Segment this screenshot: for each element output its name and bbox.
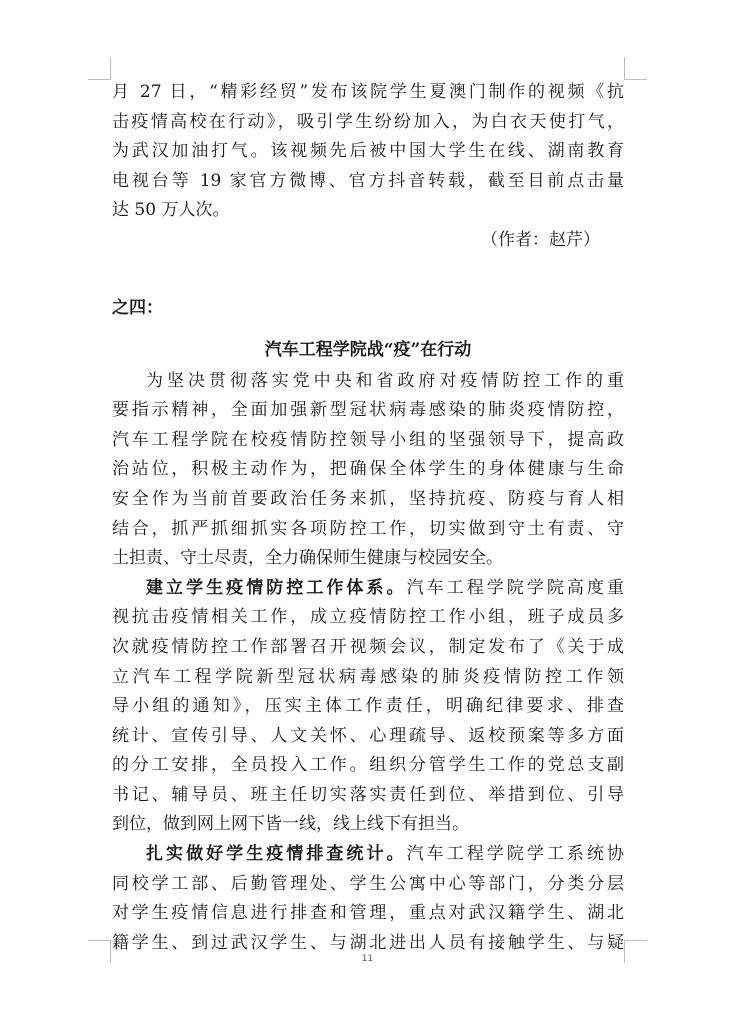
paragraph-line: 统计、宣传引导、人文关怀、心理疏导、返校预案等多方面 (112, 725, 624, 746)
paragraph-line: 月 27 日，“精彩经贸”发布该院学生夏澳门制作的视频《抗 (112, 82, 624, 102)
paragraph-line: 的分工安排，全员投入工作。组织分管学生工作的党总支副 (112, 755, 624, 776)
paragraph-line: 到位，做到网上网下皆一线，线上线下有担当。 (112, 814, 469, 835)
paragraph-line: 结合，抓严抓细抓实各项防控工作，切实做到守土有责、守 (112, 518, 624, 539)
paragraph-line-rest: 汽车工程学院学院高度重 (406, 577, 624, 598)
intro-paragraph (112, 367, 624, 574)
crop-mark-top-left (88, 57, 111, 80)
paragraph-line: 电视台等 19 家官方微博、官方抖音转载，截至目前点击量 (112, 170, 624, 191)
document-body (112, 78, 624, 958)
crop-mark-top-right (624, 57, 647, 80)
paragraph-heading: 扎实做好学生疫情排查统计。 (146, 844, 407, 865)
paragraph-line-rest: 汽车工程学院学工系统协 (406, 844, 624, 865)
paragraph-line: 同校学工部、后勤管理处、学生公寓中心等部门，分类分层 (112, 873, 624, 894)
author-credit: （作者：赵芹） (481, 229, 600, 250)
article-title: 汽车工程学院战“疫”在行动 (264, 339, 472, 360)
page-number: 11 (361, 954, 374, 964)
paragraph-heading: 建立学生疫情防控工作体系。 (146, 577, 407, 598)
paragraph-line: 土担责、守土尽责，全力确保师生健康与校园安全。 (112, 548, 503, 569)
paragraph-line: 次就疫情防控工作部署召开视频会议，制定发布了《关于成 (112, 636, 624, 657)
paragraph-line: 要指示精神，全面加强新型冠状病毒感染的肺炎疫情防控， (112, 400, 624, 421)
paragraph-line: 对学生疫情信息进行排查和管理，重点对武汉籍学生、湖北 (112, 903, 624, 924)
top-paragraph (112, 78, 624, 226)
paragraph-line: 籍学生、到过武汉学生、与湖北进出人员有接触学生、与疑 (112, 932, 624, 953)
survey-paragraph (112, 840, 624, 958)
paragraph-line: 为坚决贯彻落实党中央和省政府对疫情防控工作的重 (146, 370, 624, 391)
paragraph-first-line (112, 840, 624, 870)
paragraph-line: 达 50 万人次。 (112, 200, 230, 221)
paragraph-line: 书记、辅导员、班主任切实落实责任到位、举措到位、引导 (112, 784, 624, 805)
paragraph-line: 汽车工程学院在校疫情防控领导小组的坚强领导下，提高政 (112, 429, 624, 450)
paragraph-line: 为武汉加油打气。该视频先后被中国大学生在线、湖南教育 (112, 141, 624, 162)
paragraph-line: 击疫情高校在行动》，吸引学生纷纷加入，为白衣天使打气， (112, 111, 624, 132)
paragraph-line: 导小组的通知》，压实主体工作责任，明确纪律要求、排查 (112, 696, 624, 717)
system-paragraph (112, 574, 624, 840)
paragraph-first-line (112, 574, 624, 604)
paragraph-line: 治站位，积极主动作为，把确保全体学生的身体健康与生命 (112, 459, 624, 480)
paragraph-line: 安全作为当前首要政治任务来抓，坚持抗疫、防疫与育人相 (112, 488, 624, 509)
section-label: 之四： (112, 297, 163, 318)
paragraph-line: 立汽车工程学院新型冠状病毒感染的肺炎疫情防控工作领 (112, 666, 624, 687)
paragraph-line: 视抗击疫情相关工作，成立疫情防控工作小组，班子成员多 (112, 607, 624, 628)
